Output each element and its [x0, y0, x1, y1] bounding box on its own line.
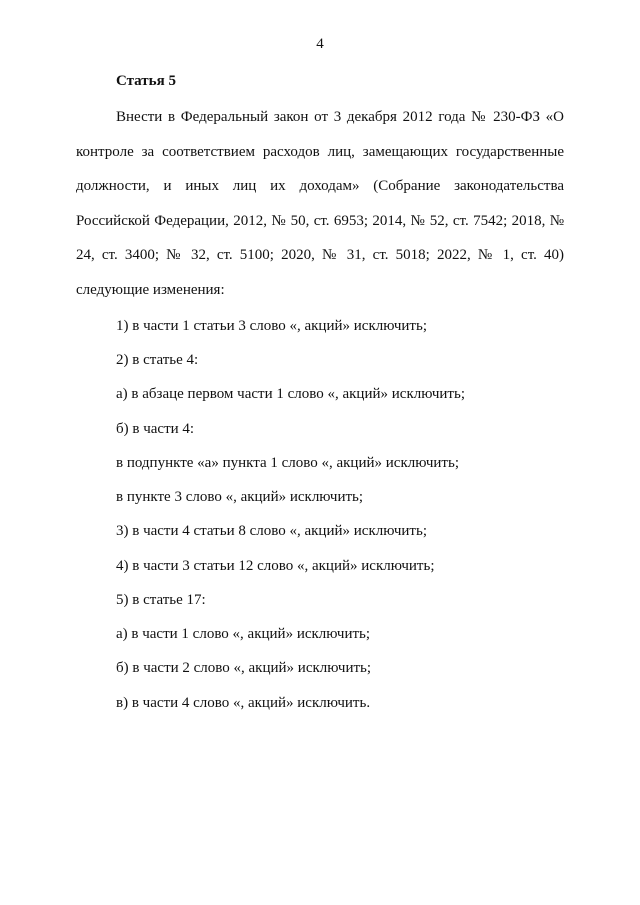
list-item: а) в абзаце первом части 1 слово «, акций» исключить;: [116, 386, 465, 402]
list-item: б) в части 4:: [116, 421, 195, 437]
list-item: 5) в статье 17:: [116, 592, 206, 608]
list-item: в подпункте «а» пункта 1 слово «, акций» исключить;: [116, 455, 459, 471]
list-item: 2) в статье 4:: [116, 352, 199, 368]
article-title: Статья 5: [116, 73, 176, 89]
list-item: 1) в части 1 статьи 3 слово «, акций» исключить;: [116, 318, 427, 334]
list-item: в пункте 3 слово «, акций» исключить;: [116, 489, 364, 505]
intro-paragraph: Внести в Федеральный закон от 3 декабря 2012 года № 230-ФЗ «О контроле за соответствием расходов лиц, замещающих государственные должности, и иных лиц их доходам» (Собрание законодательства Российской Федерации, 2012, № 50, ст. 6953; 2014, № 52, ст. 7542; 2018, № 24, ст. 3400; № 32, ст. 5100; 2020, № 31, ст. 5018; 2022, № 1, ст. 40) следующие изменения:: [76, 109, 564, 298]
list-item: в) в части 4 слово «, акций» исключить.: [116, 695, 371, 711]
list-item: 3) в части 4 статьи 8 слово «, акций» исключить;: [116, 523, 427, 539]
page-number: 4: [316, 36, 324, 52]
list-item: 4) в части 3 статьи 12 слово «, акций» исключить;: [116, 558, 435, 574]
list-item: б) в части 2 слово «, акций» исключить;: [116, 660, 372, 676]
list-item: а) в части 1 слово «, акций» исключить;: [116, 626, 371, 642]
